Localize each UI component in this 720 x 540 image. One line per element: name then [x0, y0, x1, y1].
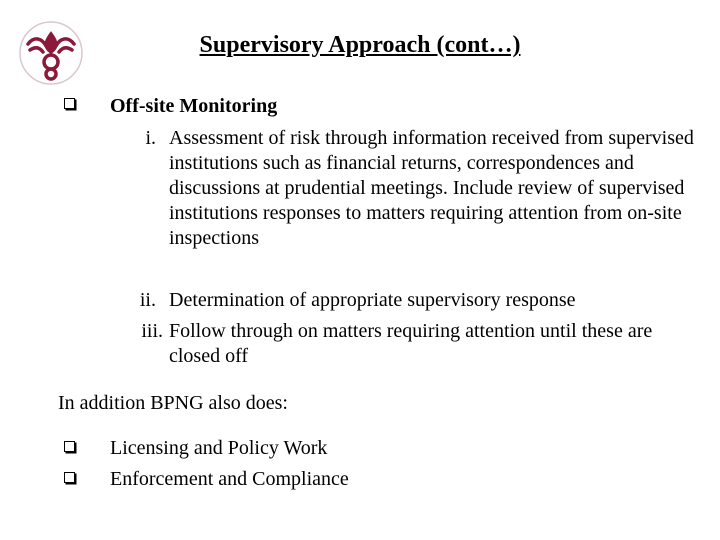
checkbox-bullet-icon — [64, 98, 75, 109]
list-item: Enforcement and Compliance — [110, 468, 349, 490]
checkbox-bullet-icon — [64, 441, 75, 452]
page-title: Supervisory Approach (cont…) — [199, 32, 521, 58]
list-item: Follow through on matters requiring attention until these are closed off — [169, 320, 653, 367]
item-number: iii. — [141, 320, 163, 342]
list-item: Determination of appropriate supervisory response — [169, 289, 576, 311]
checkbox-bullet-icon — [64, 472, 75, 483]
list-item: Assessment of risk through information received from supervised institutions such as financial returns, correspondences and discussions at prudential meetings. Include review of supervised institutions responses to matters requiring attention from on-site inspections — [169, 127, 694, 249]
addition-text: In addition BPNG also does: — [58, 392, 288, 414]
item-number: ii. — [139, 289, 156, 311]
list-item: Licensing and Policy Work — [110, 437, 328, 459]
item-number: i. — [145, 127, 156, 149]
section-heading: Off-site Monitoring — [110, 95, 278, 117]
